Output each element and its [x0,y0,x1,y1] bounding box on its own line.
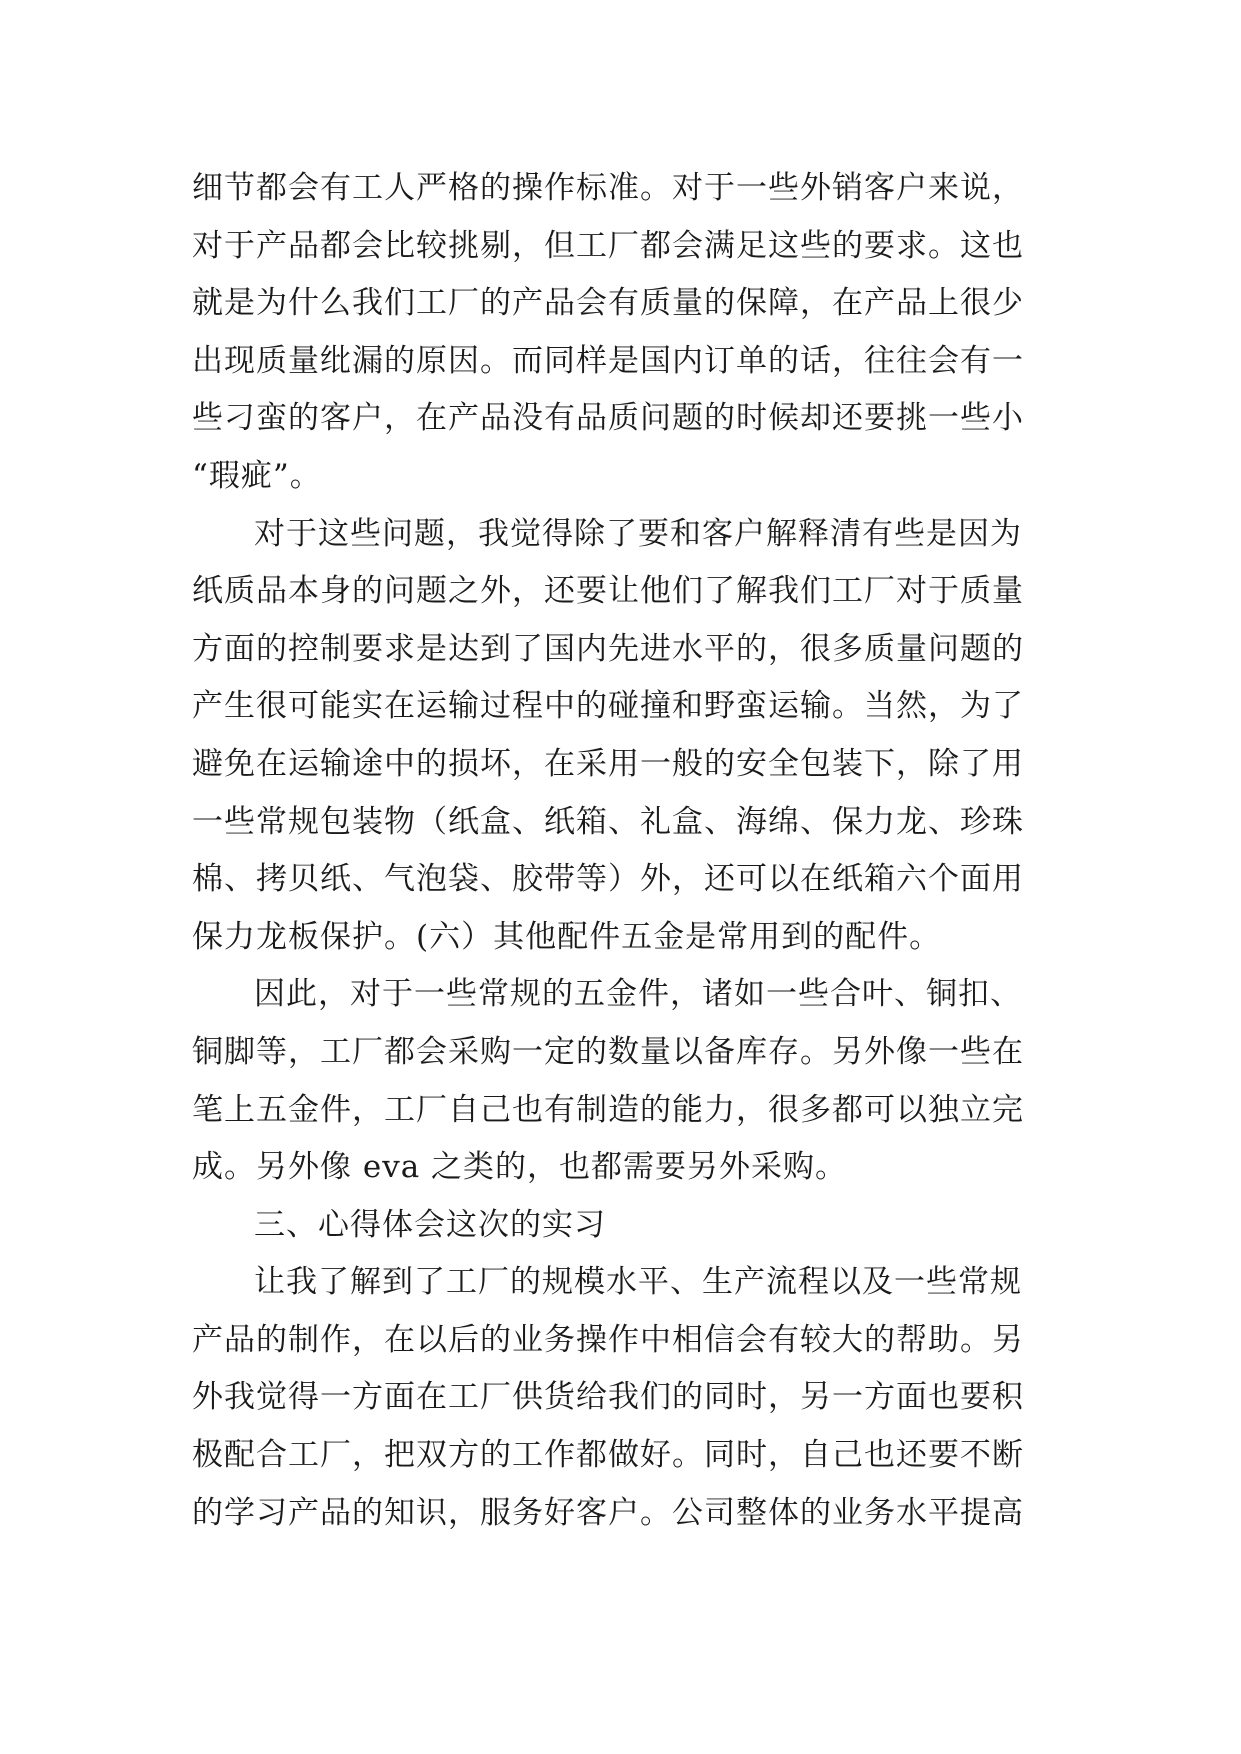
text-line: 方面的控制要求是达到了国内先进水平的，很多质量问题的 [192,630,1024,667]
text-line: 的学习产品的知识，服务好客户。公司整体的业务水平提高 [192,1494,1024,1531]
text-line: 纸质品本身的问题之外，还要让他们了解我们工厂对于质量 [192,573,1024,610]
text-line: 一些常规包装物（纸盒、纸箱、礼盒、海绵、保力龙、珍珠 [192,803,1024,840]
text-line: 细节都会有工人严格的操作标准。对于一些外销客户来说， [192,170,1024,206]
text-line: 产生很可能实在运输过程中的碰撞和野蛮运输。当然，为了 [192,688,1024,725]
text-line: 成。另外像 eva 之类的，也都需要另外采购。 [192,1149,848,1186]
text-line: 对于产品都会比较挑剔，但工厂都会满足这些的要求。这也 [192,227,1024,264]
paragraph-start-line: 因此，对于一些常规的五金件，诸如一些合叶、铜扣、 [254,976,1022,1013]
text-line: 极配合工厂，把双方的工作都做好。同时，自己也还要不断 [192,1437,1024,1474]
text-line: 出现质量纰漏的原因。而同样是国内订单的话，往往会有一 [192,342,1024,379]
text-line: 外我觉得一方面在工厂供货给我们的同时，另一方面也要积 [192,1379,1024,1416]
text-line: 铜脚等，工厂都会采购一定的数量以备库存。另外像一些在 [192,1033,1024,1070]
text-line: 避免在运输途中的损坏，在采用一般的安全包装下，除了用 [192,745,1024,782]
text-line: 产品的制作，在以后的业务操作中相信会有较大的帮助。另 [192,1321,1024,1358]
text-line: “瑕疵”。 [192,457,322,494]
section-heading: 三、心得体会这次的实习 [254,1206,606,1243]
text-line: 保力龙板保护。(六）其他配件五金是常用到的配件。 [192,918,942,955]
text-line: 笔上五金件，工厂自己也有制造的能力，很多都可以独立完 [192,1091,1024,1128]
paragraph-start-line: 对于这些问题，我觉得除了要和客户解释清有些是因为 [254,515,1022,552]
paragraph-start-line: 让我了解到了工厂的规模水平、生产流程以及一些常规 [254,1264,1022,1301]
text-line: 些刁蛮的客户，在产品没有品质问题的时候却还要挑一些小 [192,400,1024,437]
body-text [192,160,1072,1542]
text-line: 就是为什么我们工厂的产品会有质量的保障，在产品上很少 [192,285,1024,322]
text-line: 棉、拷贝纸、气泡袋、胶带等）外，还可以在纸箱六个面用 [192,861,1024,898]
